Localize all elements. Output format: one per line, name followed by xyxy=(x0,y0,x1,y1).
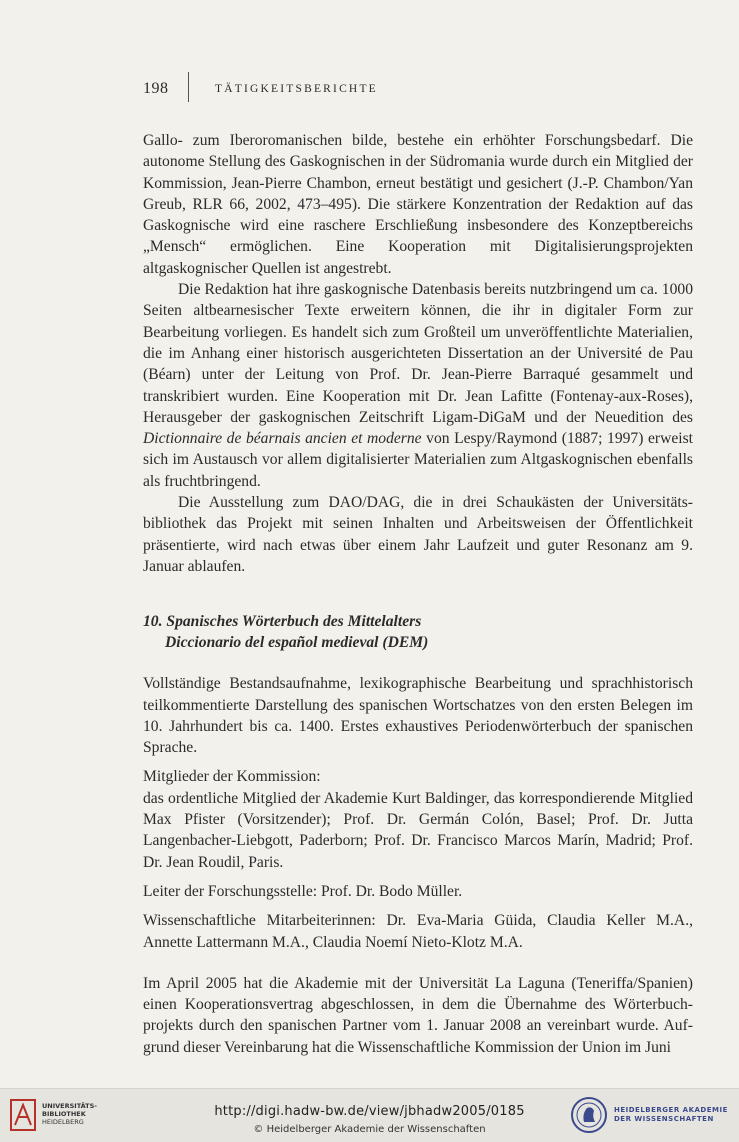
academy-name: HEIDELBERGER AKADEMIE DER WISSENSCHAFTEN xyxy=(614,1106,728,1123)
paragraph-text: von Lespy/Raymond (1887; 1997) erweist sich im Austausch vor allem digitalisierter Materialien zum Altgaskognischen ebenfalls als fruchtbringend. xyxy=(143,430,693,490)
paragraph-text: Die Redaktion hat ihre gaskognische Datenbasis bereits nutzbringend um ca. 1000 Seiten altbearnesischer Texte erweitern können, die ihr in digitaler Form zur Bearbeitung vorliegen. Es handelt sich zum Großteil um unveröffentlichte Materialien, die im Anhang einer historisch ausgerichteten Dissertation an der Université de Pau (Béarn) unter der Leitung von Prof. Dr. Jean-Pierre Barraqué gesammelt und transkribiert wurden. Eine Kooperation mit Dr. Jean Lafitte (Fontenay-aux-Roses), Herausgeber der gaskognischen Zeitschrift Ligam-DiGaM und der Neuedition des xyxy=(143,281,693,426)
section-subtitle: Diccionario del español medieval (DEM) xyxy=(165,634,429,652)
section-title: 10. Spanisches Wörterbuch des Mittelalters xyxy=(143,613,422,631)
page-body xyxy=(143,130,693,1058)
library-name: UNIVERSITÄTS- BIBLIOTHEK HEIDELBERG xyxy=(42,1102,97,1126)
header-divider xyxy=(188,72,189,102)
paragraph-continuation: Gallo- zum Iberoromanischen bilde, bestehe ein erhöhter Forschungsbedarf. Die autonome Stellung des Gaskognischen in der Südromania wurde durch ein Mitglied der Kommission, Jean-Pierre Chambon, erneut bestätigt und gesichert (J.-P. Chambon/Yan Greub, RLR 66, 2002, 473–495). Die stärkere Konzentration der Redaktion auf das Gaskognische wird eine raschere Erschließung insbesondere des Konzeptbereichs „Mensch“ ermöglichen. Eine Kooperation mit Digitalisierungsprojekten altgaskognischer Quellen ist angestrebt. xyxy=(143,132,693,277)
paragraph-staff: Wissenschaftliche Mitarbeiterinnen: Dr. Eva-Maria Güida, Claudia Keller M.A., Annette Lattermann M.A., Claudia Noemí Nieto-Klotz M.A. xyxy=(143,912,693,951)
paragraph-leader: Leiter der Forschungsstelle: Prof. Dr. Bodo Müller. xyxy=(143,882,463,900)
book-title-italic: Dictionnaire de béarnais ancien et moderne xyxy=(143,430,422,448)
page-header xyxy=(143,78,703,104)
section-heading xyxy=(143,611,693,653)
members-label: Mitglieder der Kommission: xyxy=(143,768,321,786)
academy-seal-icon xyxy=(570,1096,608,1134)
copyright-notice: © Heidelberger Akademie der Wissenschaften xyxy=(253,1124,486,1135)
paragraph-redaktion xyxy=(143,279,693,492)
paragraph-intro: Vollständige Bestandsaufnahme, lexikographische Bearbeitung und sprachhistorisch teilkommentierte Darstellung des spanischen Wortschatzes von den ersten Belegen im 10. Jahrhundert bis ca. 1400. Erstes exhaustives Periodenwörterbuch der spanischen Sprache. xyxy=(143,675,693,757)
paragraph-members: das ordentliche Mitglied der Akademie Kurt Baldinger, das korrespondierende Mitglied Max Pfister (Vorsitzender); Prof. Dr. Germán Colón, Basel; Prof. Dr. Jutta Langenbacher-Liebgott, Paderborn; Prof. Dr. Francisco Marcos Marín, Madrid; Prof. Dr. Jean Roudil, Paris. xyxy=(143,789,693,871)
paragraph-ausstellung: Die Ausstellung zum DAO/DAG, die in drei Schaukästen der Universitätsbibliothek das Projekt mit seinen Inhalten und Arbeitsweisen der Öffentlichkeit präsentierte, wird nach etwas über einem Jahr Laufzeit und guter Resonanz am 9. Januar ablaufen. xyxy=(143,494,693,575)
page-number: 198 xyxy=(143,80,169,97)
running-title: TÄTIGKEITSBERICHTE xyxy=(215,83,378,95)
viewer-footer xyxy=(0,1088,739,1142)
document-url-link[interactable]: http://digi.hadw-bw.de/view/jbhadw2005/0185 xyxy=(214,1104,525,1119)
paragraph-final: Im April 2005 hat die Akademie mit der Universität La Laguna (Teneriffa/Spanien) einen Kooperationsvertrag abgeschlossen, in dem die Übernahme des Wörterbuchprojekts durch den spanischen Partner vom 1. Januar 2008 an vereinbart wurde. Aufgrund dieser Vereinbarung hat die Wissenschaftliche Kommission der Union im Juni xyxy=(143,974,693,1056)
